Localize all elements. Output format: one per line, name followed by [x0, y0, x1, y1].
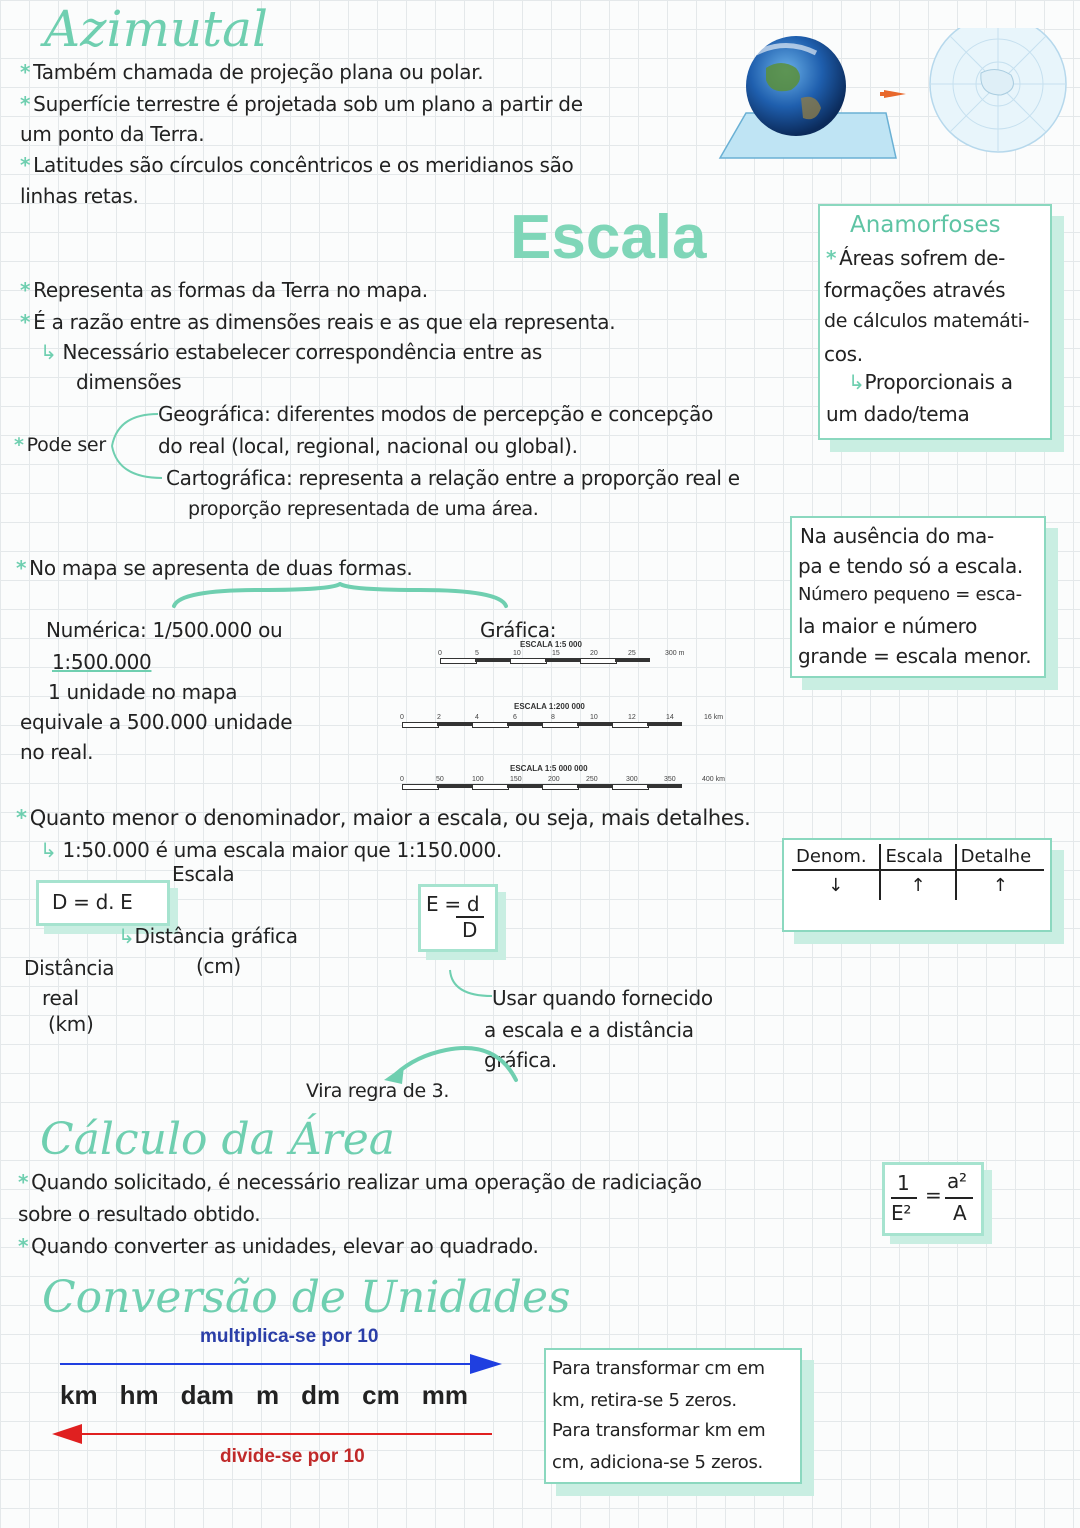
escala-line-2: * É a razão entre as dimensões reais e as que ela representa. [20, 310, 616, 334]
numerica-line-4: equivale a 500.000 unidade [20, 710, 293, 734]
table-cell: ↑ [992, 875, 1008, 896]
anamorfoses-line-4: cos. [824, 342, 863, 366]
scale-1-tick: 5 [475, 650, 479, 657]
conversao-box-line-3: Para transformar km em [552, 1420, 766, 1441]
numerica-line-1: Numérica: 1/500.000 ou [46, 618, 283, 642]
scale-2-tick: 16 km [704, 714, 724, 721]
area-line-2: sobre o resultado obtido. [18, 1202, 261, 1226]
anamorfoses-line-3: de cálculos matemáti- [824, 310, 1030, 332]
scale-3-tick: 200 [548, 776, 560, 783]
multiply-arrow [58, 1352, 504, 1376]
scale-bar-2 [396, 700, 736, 730]
escala-title: Escala [510, 203, 707, 272]
usar-line-2: a escala e a distância [484, 1018, 694, 1042]
escala-line-4: dimensões [76, 370, 182, 394]
scale-3-tick: 0 [400, 776, 404, 783]
area-title: Cálculo da Área [40, 1114, 395, 1165]
curved-arrow-usar [440, 966, 500, 1006]
azimutal-line-3: um ponto da Terra. [20, 122, 205, 146]
geografica-line-1: Geográfica: diferentes modos de percepção e concepção [158, 402, 714, 426]
area-line-3: * Quando converter as unidades, elevar ao quadrado. [18, 1234, 539, 1258]
area-line-1: * Quando solicitado, é necessário realizar uma operação de radiciação [18, 1170, 702, 1194]
scale-2-tick: 10 [590, 714, 598, 721]
azimutal-line-5: linhas retas. [20, 184, 139, 208]
cartografica-line-2: proporção representada de uma área. [188, 498, 539, 520]
table-header-escala: Escala [880, 844, 955, 870]
distancia-real-1: Distância [24, 956, 115, 980]
scale-2-tick: 12 [628, 714, 636, 721]
table-header-denom: Denom. [792, 844, 880, 870]
scale-3-tick: 150 [510, 776, 522, 783]
cartografica-line-1: Cartográfica: representa a relação entre a proporção real e [166, 466, 740, 490]
ausencia-line-3: Número pequeno = esca- [798, 584, 1022, 605]
comparison-table-box [782, 838, 1052, 932]
scale-3-tick: 50 [436, 776, 444, 783]
scale-1-tick: 25 [628, 650, 636, 657]
scale-2-tick: 4 [475, 714, 479, 721]
scale-3-tick: 300 [626, 776, 638, 783]
scale-3-tick: 250 [586, 776, 598, 783]
formula-d: D = d. E [52, 890, 133, 914]
scale-3-tick: 350 [664, 776, 676, 783]
anamorfoses-line-6: um dado/tema [826, 402, 970, 426]
unit-hm: hm [119, 1380, 159, 1410]
distancia-grafica-1: ↳Distância gráfica [118, 924, 298, 948]
unit-cm: cm [362, 1380, 400, 1410]
escala-line-1: * Representa as formas da Terra no mapa. [20, 278, 428, 302]
grafica-label: Gráfica: [480, 618, 557, 642]
conversao-title: Conversão de Unidades [42, 1272, 571, 1323]
distancia-real-3: (km) [48, 1012, 94, 1036]
units-row [60, 1380, 490, 1411]
formula-e-numerator: E = d [426, 892, 480, 916]
scale-2-tick: 14 [666, 714, 674, 721]
conversao-box-line-2: km, retira-se 5 zeros. [552, 1390, 737, 1411]
numerica-line-2: 1:500.000 [52, 650, 152, 674]
anamorfoses-line-2: formações através [824, 278, 1006, 302]
scale-1-tick: 15 [552, 650, 560, 657]
unit-mm: mm [421, 1380, 468, 1410]
scale-bar-2-title: ESCALA 1:200 000 [514, 702, 585, 711]
duas-formas-line: * No mapa se apresenta de duas formas. [16, 556, 413, 580]
conversao-box-line-4: cm, adiciona-se 5 zeros. [552, 1452, 763, 1473]
anamorfoses-box [818, 204, 1052, 440]
azimutal-line-1: * Também chamada de projeção plana ou polar. [20, 60, 484, 84]
multiplica-label: multiplica-se por 10 [200, 1326, 379, 1347]
area-formula-A: A [953, 1201, 967, 1225]
area-formula-equals: = [925, 1183, 942, 1207]
ausencia-box [790, 516, 1046, 678]
distancia-grafica-2: (cm) [196, 954, 241, 978]
usar-line-3: gráfica. [484, 1048, 557, 1072]
distancia-real-2: real [42, 986, 79, 1010]
pode-ser-label: * Pode ser [14, 434, 106, 456]
ausencia-line-1: Na ausência do ma- [800, 524, 994, 548]
scale-1-tick: 0 [438, 650, 442, 657]
area-formula-box [882, 1162, 984, 1236]
scale-2-tick: 8 [551, 714, 555, 721]
unit-m: m [256, 1380, 280, 1410]
unit-dam: dam [180, 1380, 235, 1410]
usar-line-1: Usar quando fornecido [492, 986, 713, 1010]
duas-formas-brace [170, 582, 510, 612]
azimutal-line-4: * Latitudes são círculos concêntricos e os meridianos são [20, 153, 574, 177]
comparison-table [792, 844, 1044, 900]
vira-regra-3: Vira regra de 3. [306, 1080, 450, 1102]
divide-label: divide-se por 10 [220, 1446, 365, 1467]
escala-line-3: ↳ Necessário estabelecer correspondência entre as [40, 340, 543, 364]
ausencia-line-2: pa e tendo só a escala. [798, 554, 1023, 578]
scale-1-tick: 20 [590, 650, 598, 657]
area-formula-e2: E² [891, 1201, 912, 1225]
area-formula-one: 1 [897, 1171, 910, 1195]
scale-bar-3 [396, 762, 736, 792]
anamorfoses-line-1: * Áreas sofrem de- [826, 246, 1006, 270]
table-cell: ↑ [880, 870, 955, 900]
scale-2-tick: 2 [437, 714, 441, 721]
scale-bar-3-title: ESCALA 1:5 000 000 [510, 764, 588, 773]
scale-2-tick: 6 [513, 714, 517, 721]
conversao-box-line-1: Para transformar cm em [552, 1358, 765, 1379]
anamorfoses-title: Anamorfoses [850, 212, 1001, 238]
scale-1-tick: 300 m [665, 650, 685, 657]
denominador-line-2: ↳ 1:50.000 é uma escala maior que 1:150.000. [40, 838, 502, 862]
scale-1-tick: 10 [513, 650, 521, 657]
unit-km: km [60, 1380, 98, 1410]
table-header-detalhe: Detalhe [956, 844, 1044, 870]
escala-label: Escala [172, 862, 235, 886]
scale-bar-1 [420, 638, 720, 668]
azimutal-line-2: * Superfície terrestre é projetada sob um plano a partir de [20, 92, 583, 116]
scale-2-tick: 0 [400, 714, 404, 721]
formula-e-denominator: D [462, 918, 478, 942]
area-formula-a2: a² [947, 1169, 967, 1193]
azimutal-title: Azimutal [44, 0, 268, 58]
globe-projection-illustration [716, 28, 1076, 178]
scale-3-tick: 100 [472, 776, 484, 783]
geografica-line-2: do real (local, regional, nacional ou global). [158, 434, 578, 458]
unit-dm: dm [301, 1380, 341, 1410]
conversao-box [544, 1348, 802, 1484]
divide-arrow [50, 1422, 496, 1446]
numerica-line-5: no real. [20, 740, 94, 764]
numerica-line-3: 1 unidade no mapa [48, 680, 238, 704]
scale-3-tick: 400 km [702, 776, 725, 783]
anamorfoses-line-5: ↳Proporcionais a [848, 370, 1013, 394]
scale-bar-1-title: ESCALA 1:5 000 [520, 640, 582, 649]
table-cell: ↓ [792, 870, 880, 900]
ausencia-line-5: grande = escala menor. [798, 644, 1032, 668]
ausencia-line-4: la maior e número [798, 614, 978, 638]
denominador-line-1: * Quanto menor o denominador, maior a escala, ou seja, mais detalhes. [16, 806, 751, 830]
